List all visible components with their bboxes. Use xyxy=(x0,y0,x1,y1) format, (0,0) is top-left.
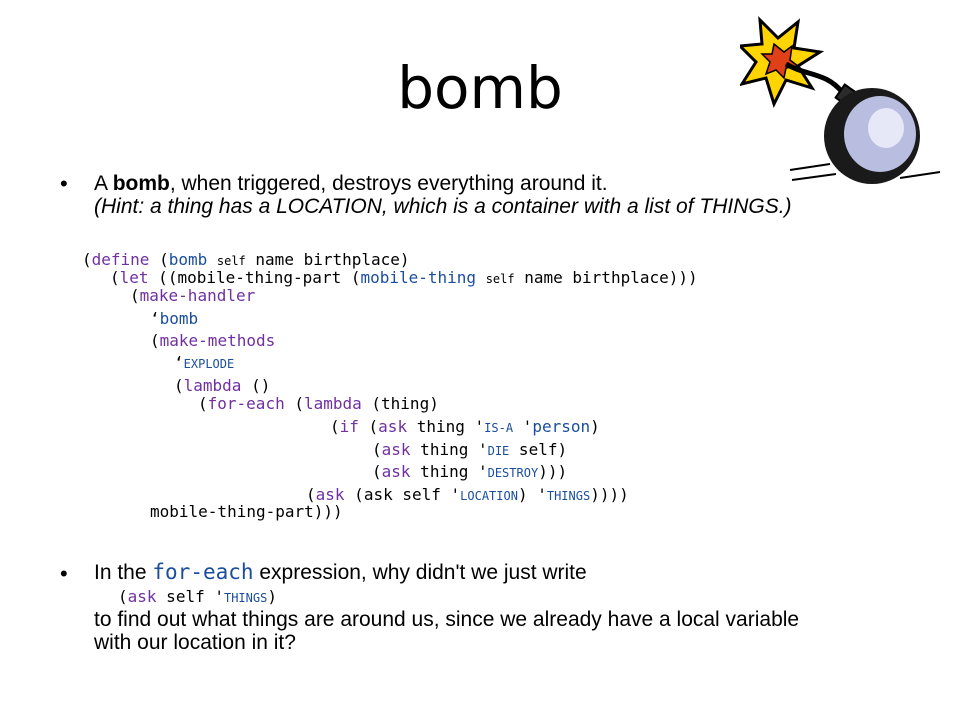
code-line-4: ‘bomb xyxy=(150,309,199,328)
code-line-5: (make-methods xyxy=(150,331,276,350)
code-line-10: (ask thing 'DIE self) xyxy=(372,440,568,459)
code-line-6: ‘EXPLODE xyxy=(174,353,235,372)
code-line-9: (if (ask thing 'IS-A 'person) xyxy=(330,417,600,436)
bullet-marker: • xyxy=(60,561,68,586)
inline-code-for-each: for-each xyxy=(152,560,254,584)
bullet-1-text: A bomb, when triggered, destroys everything around it. xyxy=(94,172,608,195)
code-line-8: (for-each (lambda (thing) xyxy=(198,394,439,413)
code-line-11: (ask thing 'DESTROY))) xyxy=(372,462,568,481)
bullet-1-hint: (Hint: a thing has a LOCATION, which is a container with a list of THINGS.) xyxy=(94,195,792,218)
bullet-2-text: In the for-each expression, why didn't we just write xyxy=(94,560,587,584)
code-line-1: (define (bomb self name birthplace) xyxy=(82,250,410,269)
code-line-12: (ask (ask self 'LOCATION) 'THINGS)))) xyxy=(306,485,629,504)
code-line-2: (let ((mobile-thing-part (mobile-thing self name birthplace))) xyxy=(110,268,698,287)
code-line-3: (make-handler xyxy=(130,286,256,305)
bullet-marker: • xyxy=(60,171,68,196)
bullet-2-line-4: with our location in it? xyxy=(94,631,296,654)
code-line-13: mobile-thing-part))) xyxy=(150,502,343,521)
bullet-2-code: (ask self 'THINGS) xyxy=(118,587,277,606)
bullet-2-line-3: to find out what things are around us, since we already have a local variable xyxy=(94,608,800,631)
slide-title: bomb xyxy=(397,54,563,122)
code-line-7: (lambda () xyxy=(174,376,271,395)
bomb-clipart-icon xyxy=(740,14,952,184)
